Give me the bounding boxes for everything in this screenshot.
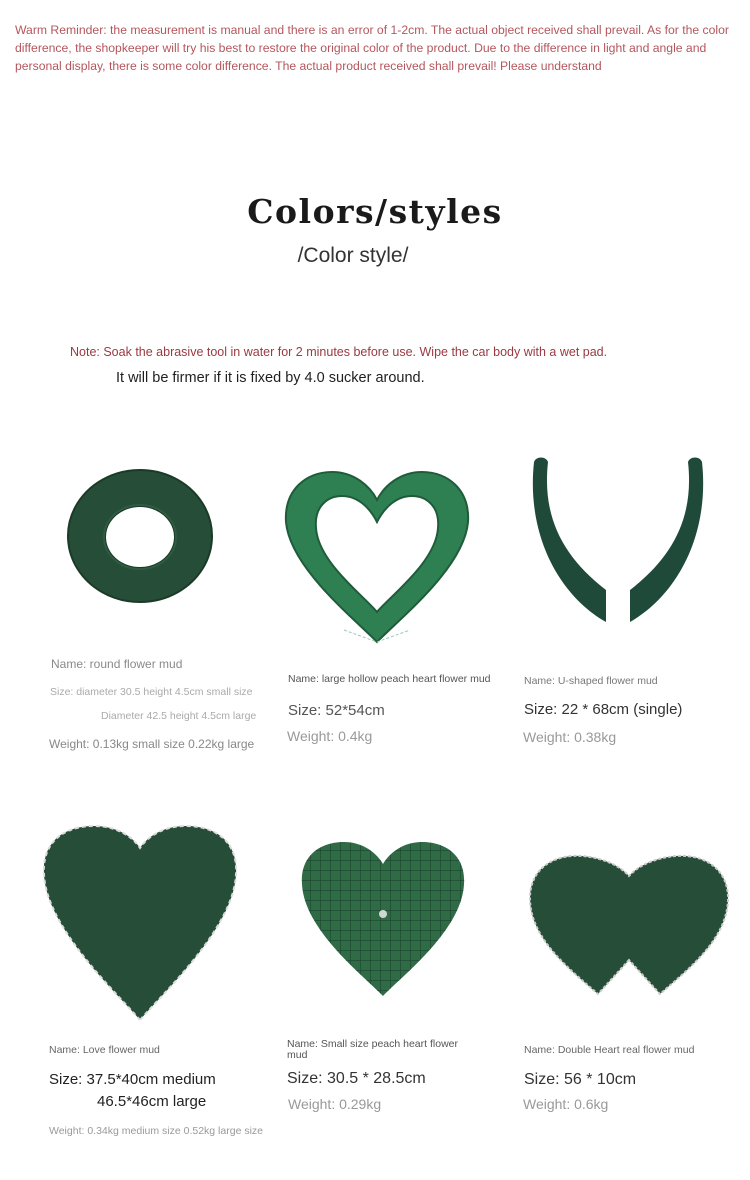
product-size: 46.5*46cm large <box>97 1093 207 1110</box>
product-size: Size: 52*54cm <box>288 702 385 719</box>
page-title: Colors/styles <box>247 192 503 231</box>
soak-note: Note: Soak the abrasive tool in water for 2 minutes before use. Wipe the car body with a wet pad. <box>70 345 608 359</box>
product-weight: Weight: 0.6kg <box>523 1096 609 1112</box>
product-size: Size: 22 * 68cm (single) <box>524 701 683 718</box>
hollow-heart-flower-mud-image <box>284 470 470 646</box>
warm-reminder: Warm Reminder: the measurement is manual and there is an error of 1-2cm. The actual object received shall prevail. As for the color difference, the shopkeeper will try his best to restore the original color of the product. Due to the difference in light and angle and personal display, there is some color difference. The actual product received shall prevail! Please understand <box>15 23 729 73</box>
product-weight: Weight: 0.13kg small size 0.22kg large <box>49 737 255 751</box>
product-name: Name: U-shaped flower mud <box>524 675 658 687</box>
product-name: Name: round flower mud <box>51 657 183 671</box>
product-size: Size: diameter 30.5 height 4.5cm small size <box>50 686 253 698</box>
product-size: Size: 37.5*40cm medium <box>49 1071 216 1088</box>
small-peach-heart-flower-mud-image <box>300 840 466 1000</box>
product-size: Size: 56 * 10cm <box>524 1071 637 1088</box>
love-flower-mud-image <box>42 824 238 1024</box>
product-weight: Weight: 0.4kg <box>287 728 373 744</box>
u-shaped-flower-mud-image <box>526 456 710 626</box>
product-weight: Weight: 0.38kg <box>523 729 617 745</box>
double-heart-flower-mud-image <box>528 850 730 998</box>
product-name: Name: Small size peach heart flower mud <box>287 1038 458 1061</box>
product-name: Name: large hollow peach heart flower mud <box>288 673 491 685</box>
product-name: Name: Love flower mud <box>49 1044 160 1056</box>
product-size: Size: 30.5 * 28.5cm <box>287 1070 426 1087</box>
product-weight: Weight: 0.29kg <box>288 1096 382 1112</box>
firmer-note: It will be firmer if it is fixed by 4.0 sucker around. <box>116 370 425 386</box>
page-subtitle: /Color style/ <box>297 244 409 267</box>
round-flower-mud-image <box>62 468 218 604</box>
product-weight: Weight: 0.34kg medium size 0.52kg large size <box>49 1125 263 1137</box>
product-name: Name: Double Heart real flower mud <box>524 1044 695 1056</box>
product-size: Diameter 42.5 height 4.5cm large <box>101 710 257 722</box>
